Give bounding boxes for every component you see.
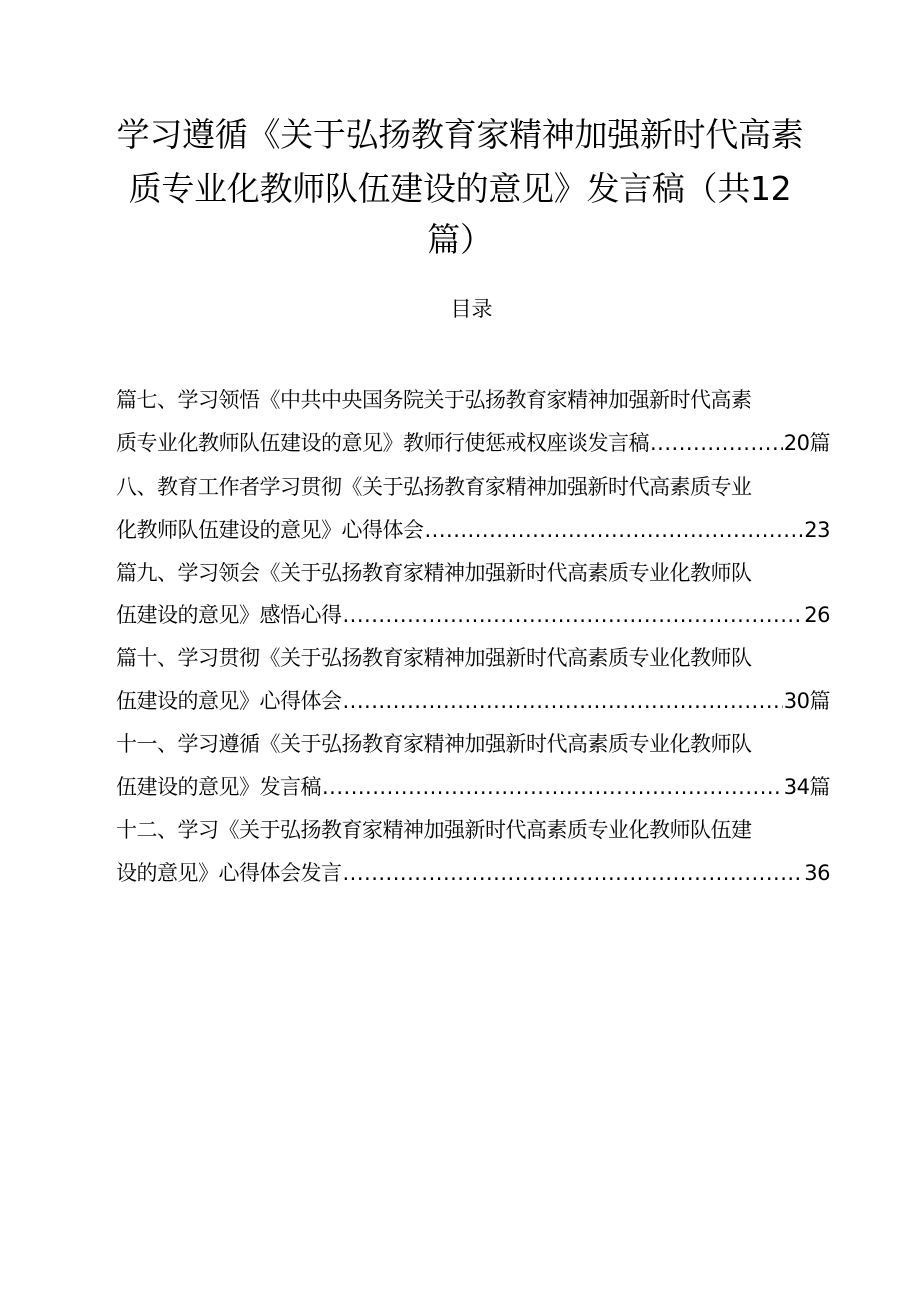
toc-entry-5-line-1[interactable] (116, 729, 830, 759)
toc-entry-text: 伍建设的意见》发言稿 (116, 775, 321, 799)
toc-entry-text: 化教师队伍建设的意见》心得体会 (116, 518, 424, 542)
dot-leader (343, 686, 783, 716)
toc-page-number: 30篇 (783, 689, 830, 713)
toc-entry-4-line-2[interactable] (116, 686, 830, 716)
dot-leader (425, 515, 804, 545)
toc-entry-text: 篇十、学习贯彻《关于弘扬教育家精神加强新时代高素质专业化教师队 (116, 646, 752, 670)
toc-entry-5-line-2[interactable] (116, 772, 830, 802)
toc-entry-text: 八、教育工作者学习贯彻《关于弘扬教育家精神加强新时代高素质专业 (116, 475, 752, 499)
dot-leader (322, 772, 783, 802)
toc-page-number: 20篇 (783, 431, 830, 455)
toc-entry-text: 十一、学习遵循《关于弘扬教育家精神加强新时代高素质专业化教师队 (116, 732, 752, 756)
toc-entry-text: 质专业化教师队伍建设的意见》教师行使惩戒权座谈发言稿 (116, 431, 649, 455)
toc-entry-6-line-2[interactable] (116, 858, 830, 888)
toc-page-number: 26 (804, 603, 830, 627)
toc-entry-2-line-1[interactable] (116, 472, 830, 502)
toc-entry-6-line-1[interactable] (116, 815, 830, 845)
toc-entry-text: 设的意见》心得体会发言 (116, 861, 342, 885)
document-title-line-2: 质专业化教师队伍建设的意见》发言稿（共12 (128, 169, 792, 208)
toc-page-number: 34篇 (783, 775, 830, 799)
toc-entry-4-line-1[interactable] (116, 643, 830, 673)
toc-page-number: 23 (804, 518, 830, 542)
toc-page-number: 36 (804, 861, 830, 885)
toc-entry-text: 篇九、学习领会《关于弘扬教育家精神加强新时代高素质专业化教师队 (116, 561, 752, 585)
dot-leader (343, 858, 804, 888)
toc-entry-2-line-2[interactable] (116, 515, 830, 545)
document-title-line-3: 篇） (427, 220, 493, 259)
toc-entry-3-line-2[interactable] (116, 600, 830, 630)
toc-entry-text: 篇七、学习领悟《中共中央国务院关于弘扬教育家精神加强新时代高素 (116, 388, 752, 412)
toc-heading: 目录 (450, 297, 493, 321)
toc-entry-text: 伍建设的意见》心得体会 (116, 689, 342, 713)
toc-entry-1-line-2[interactable] (116, 428, 830, 458)
document-title-line-1: 学习遵循《关于弘扬教育家精神加强新时代高素 (116, 115, 804, 154)
toc-entry-1-line-1[interactable] (116, 385, 830, 415)
toc-entry-text: 十二、学习《关于弘扬教育家精神加强新时代高素质专业化教师队伍建 (116, 818, 752, 842)
dot-leader (343, 600, 804, 630)
toc-entry-3-line-1[interactable] (116, 558, 830, 588)
dot-leader (650, 428, 783, 458)
toc-entry-text: 伍建设的意见》感悟心得 (116, 603, 342, 627)
